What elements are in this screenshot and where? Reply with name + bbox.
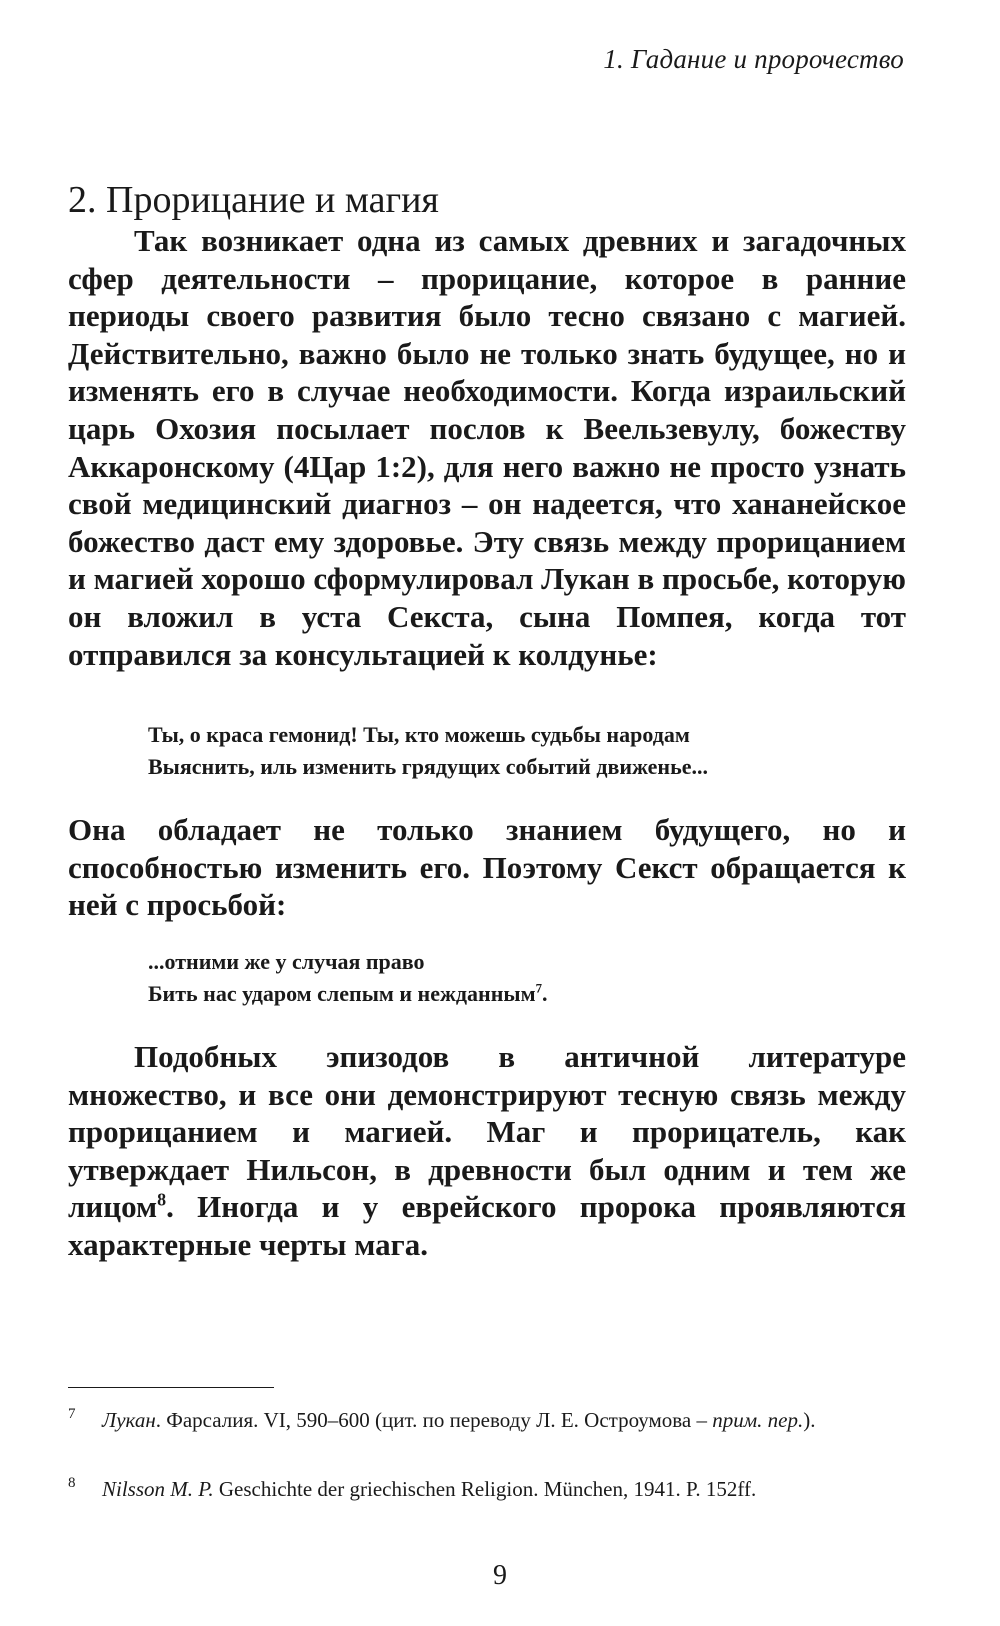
footnote-author: Лукан [102, 1408, 156, 1432]
verse-quote-1 [148, 719, 708, 783]
verse-line: Ты, о краса гемонид! Ты, кто можешь судьбы народам [148, 722, 690, 747]
footnote-number: 8 [68, 1475, 76, 1491]
footnote-7 [68, 1405, 906, 1435]
running-header: 1. Гадание и пророчество [603, 44, 904, 74]
footnote-note: прим. пер. [712, 1408, 804, 1432]
footnote-text: . Фарсалия. VI, 590–600 (цит. по переводу Л. Е. Остроумова – [155, 1408, 713, 1432]
footnote-ref-8[interactable]: 8 [157, 1190, 167, 1211]
footnote-divider [68, 1387, 274, 1388]
footnote-number: 7 [68, 1406, 76, 1422]
footnote-ref-7[interactable]: 7 [535, 981, 542, 996]
section-title: 2. Прорицание и магия [68, 178, 439, 221]
verse-line [148, 978, 547, 1010]
verse-quote-2 [148, 946, 547, 1010]
footnote-8 [68, 1474, 906, 1504]
paragraph-3-text-end: . Иногда и у еврейского пророка проявляются характерные черты мага. [68, 1189, 906, 1262]
paragraph-3-text: Подобных эпизодов в античной литературе множество, и все они демонстрируют тесную связь между прорицанием и магией. Маг и прорицатель, как утверждает Нильсон, в древности был одним и тем же лицом [68, 1039, 906, 1225]
page-number: 9 [493, 1560, 507, 1591]
paragraph-2: Она обладает не только знанием будущего, но и способностью изменить его. Поэтому Секст обращается к ней с просьбой: [68, 812, 906, 923]
footnote-author: Nilsson M. P. [102, 1477, 214, 1501]
footnote-text: Geschichte der griechischen Religion. München, 1941. P. 152ff. [213, 1477, 757, 1501]
verse-punct: . [541, 981, 548, 1006]
footnote-close: ). [803, 1408, 816, 1432]
paragraph-1: Так возникает одна из самых древних и загадочных сфер деятельности – прорицание, которое в ранние периоды своего развития было тесно связано с магией. Действительно, важно было не только знать будущее, но и изменять его в случае необходимости. Когда израильский царь Охозия посылает послов к Веельзевулу, божеству Аккаронскому (4Цар 1:2), для него важно не просто узнать свой медицинский диагноз – он надеется, что хананейское божество даст ему здоровье. Эту связь между прорицанием и магией хорошо сформулировал Лукан в просьбе, которую он вложил в уста Секста, сына Помпея, когда тот отправился за консультацией к колдунье: [68, 223, 906, 672]
verse-text: Бить нас ударом слепым и нежданным [148, 981, 536, 1006]
paragraph-3 [68, 1038, 906, 1264]
verse-line: ...отними же у случая право [148, 949, 425, 974]
verse-line: Выяснить, иль изменить грядущих событий движенье... [148, 754, 709, 779]
